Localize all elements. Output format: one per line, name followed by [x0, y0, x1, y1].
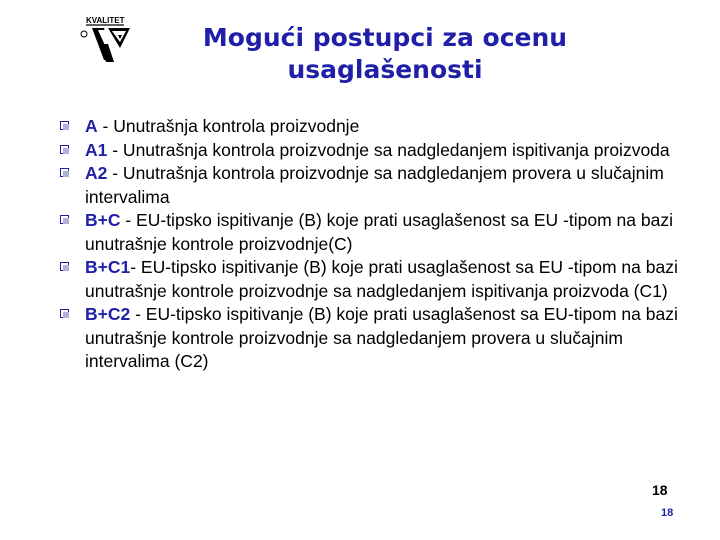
procedure-description: - Unutrašnja kontrola proizvodnje sa nadgledanjem provera u slučajnim intervalima: [85, 163, 664, 207]
list-item: [60, 115, 700, 139]
checkbox-bullet-icon: [60, 168, 69, 177]
procedure-list: [60, 115, 700, 374]
checkbox-bullet-icon: [60, 145, 69, 154]
kvalitet-logo: [78, 14, 136, 66]
procedure-description: - EU-tipsko ispitivanje (B) koje prati usaglašenost sa EU-tipom na bazi unutrašnje kontrole proizvodnje sa nadgledanjem provera u slučajnim intervalima (C2): [85, 304, 678, 371]
logo-text: KVALITET: [86, 16, 125, 25]
checkbox-bullet-icon: [60, 121, 69, 130]
list-item: [60, 209, 700, 256]
list-item: [60, 139, 700, 163]
list-item: [60, 303, 700, 374]
page-number: 18: [652, 482, 668, 498]
procedure-code: B+C2: [85, 304, 131, 324]
checkbox-bullet-icon: [60, 262, 69, 271]
slide-title-line1: Mogući postupci za ocenu: [202, 23, 568, 52]
checkbox-bullet-icon: [60, 309, 69, 318]
procedure-description: - Unutrašnja kontrola proizvodnje: [97, 116, 360, 136]
list-item: [60, 162, 700, 209]
procedure-code: B+C1: [85, 257, 131, 277]
procedure-code: A2: [85, 163, 108, 183]
procedure-code: B+C: [85, 210, 121, 230]
checkbox-bullet-icon: [60, 215, 69, 224]
procedure-description: - EU-tipsko ispitivanje (B) koje prati usaglašenost sa EU -tipom na bazi unutrašnje kontrole proizvodnje sa nadgledanjem ispitivanja proizvoda (C1): [85, 257, 678, 301]
slide-title-line2: usaglašenosti: [287, 55, 483, 84]
procedure-code: A1: [85, 139, 108, 160]
procedure-description: - EU-tipsko ispitivanje (B) koje prati usaglašenost sa EU -tipom na bazi unutrašnje kontrole proizvodnje(C): [85, 210, 673, 254]
slide-title: [150, 22, 620, 86]
page-number-small: 18: [661, 507, 674, 519]
procedure-description: - Unutrašnja kontrola proizvodnje sa nadgledanjem ispitivanja proizvoda: [107, 139, 670, 160]
procedure-code: A: [85, 116, 98, 136]
list-item: [60, 256, 700, 303]
kvalitet-logo-icon: [78, 14, 136, 66]
